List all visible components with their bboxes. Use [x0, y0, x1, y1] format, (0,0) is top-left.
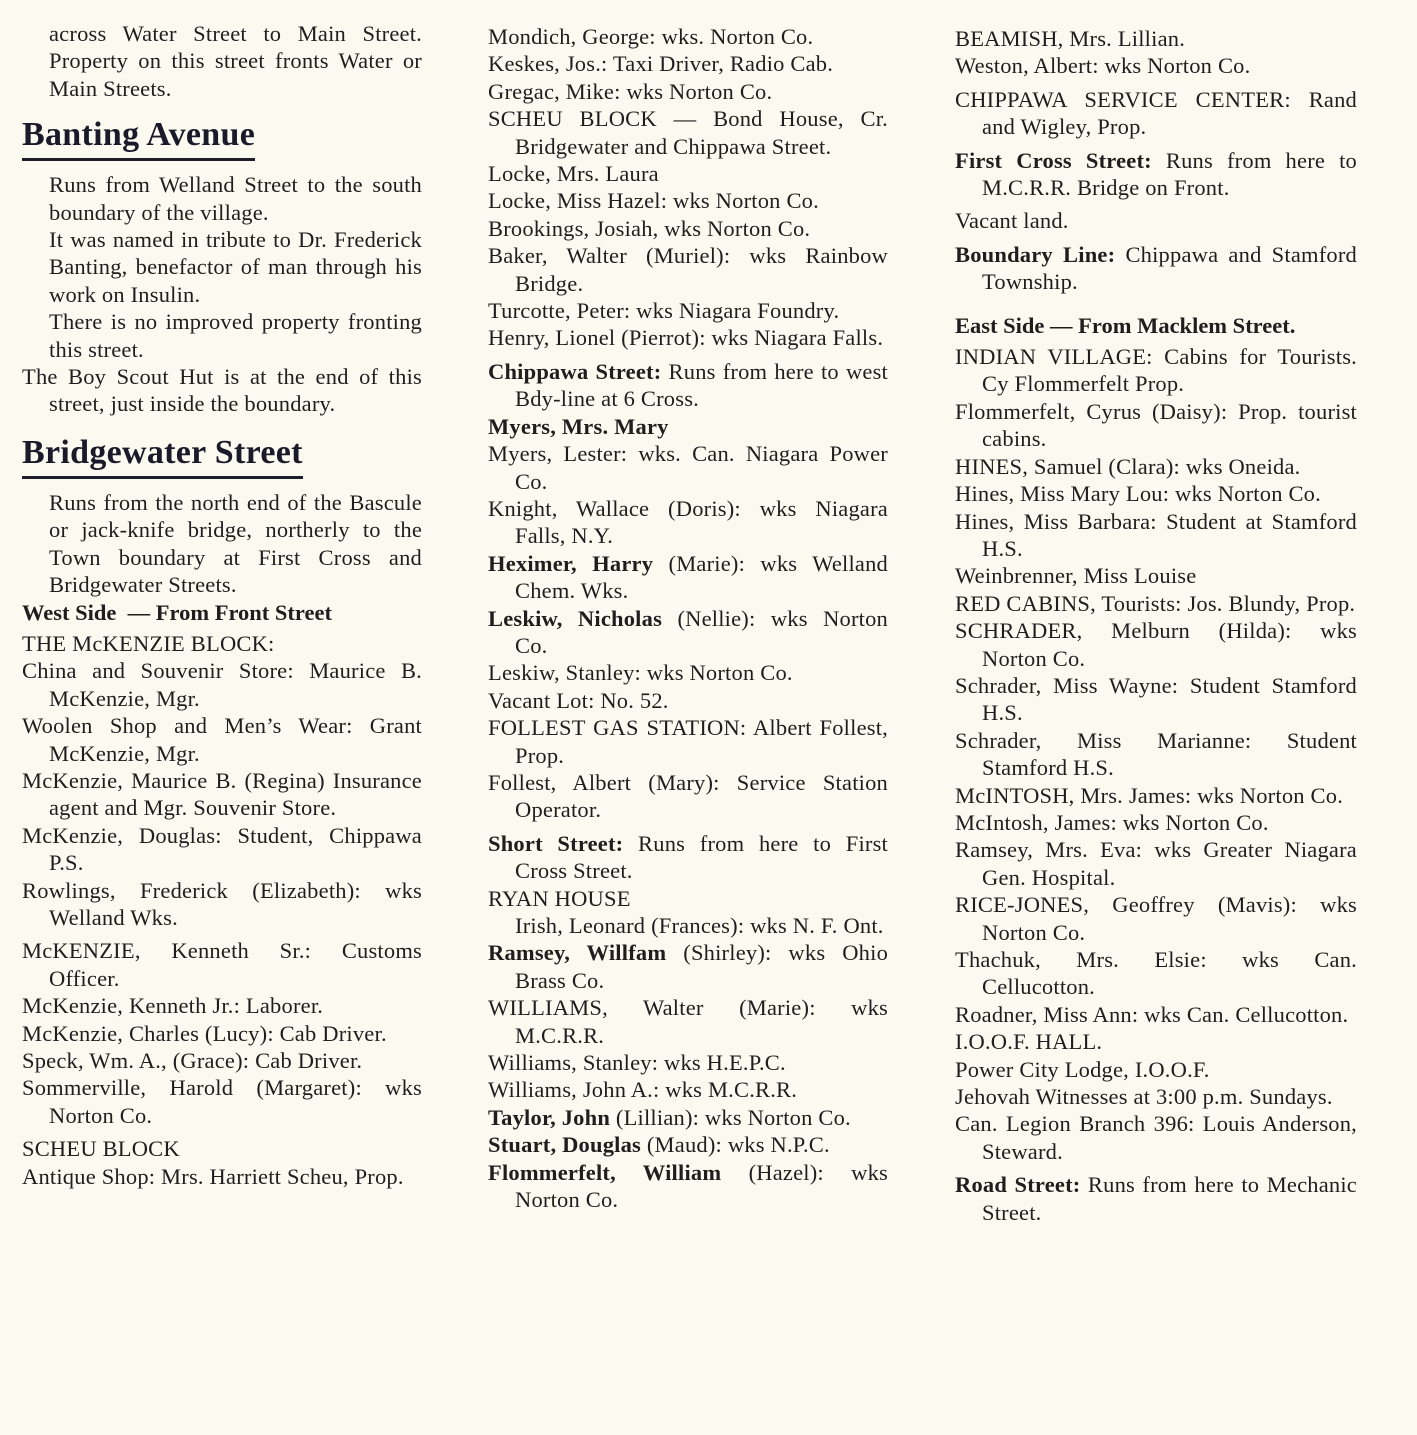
list-item: Speck, Wm. A., (Grace): Cab Driver. — [22, 1048, 363, 1073]
list-item: SCHRADER, Melburn (Hilda): wks Norton Co. — [955, 618, 1357, 671]
list-item: Weston, Albert: wks Norton Co. — [955, 53, 1251, 79]
list-item: Mondich, George: wks. Norton Co. — [488, 24, 814, 49]
list-item — [488, 1131, 888, 1158]
street-description: Runs from here to M.C.R.R. Bridge on Front. — [982, 147, 1358, 201]
list-item: I.O.O.F. HALL. — [955, 1029, 1103, 1055]
list-item: Turcotte, Peter: wks Niagara Foundry. — [488, 298, 840, 324]
list-item: Can. Legion Branch 396: Louis Anderson, Steward. — [955, 1111, 1357, 1164]
resident-name: Ramsey, Willfam — [488, 940, 667, 966]
resident-detail: (Nellie): wks Norton Co. — [515, 605, 889, 658]
list-item: RICE-JONES, Geoffrey (Mavis): wks Norton Co. — [955, 892, 1357, 945]
list-item: SCHEU BLOCK — [22, 1136, 180, 1162]
paragraph: It was named in tribute to Dr. Frederick Banting, benefactor of man through his work on Insulin. — [49, 227, 422, 307]
list-item: Rowlings, Frederick (Elizabeth): wks Welland Wks. — [22, 877, 422, 930]
section-bridgewater-street — [22, 434, 422, 479]
list-item: McKenzie, Maurice B. (Regina) Insurance agent and Mgr. Souvenir Store. — [22, 767, 422, 821]
list-item — [488, 939, 888, 994]
list-item: McINTOSH, Mrs. James: wks Norton Co. — [955, 782, 1344, 808]
list-item — [488, 1104, 888, 1131]
list-item: Baker, Walter (Muriel): wks Rainbow Bridge. — [488, 243, 888, 296]
street-description: Chippawa and Stamford Township. — [982, 241, 1358, 295]
list-item: Woolen Shop and Men’s Wear: Grant McKenzie, Mgr. — [22, 713, 422, 766]
cross-street-short — [488, 830, 888, 885]
list-item: McKenzie, Charles (Lucy): Cab Driver. — [22, 1020, 387, 1046]
list-item: Thachuk, Mrs. Elsie: wks Can. Cellucotton. — [955, 947, 1357, 1000]
list-item: BEAMISH, Mrs. Lillian. — [955, 26, 1186, 51]
paragraph: There is no improved property fronting this street. — [49, 309, 422, 362]
boundary-line — [955, 241, 1357, 296]
street-label: Short Street: — [488, 830, 624, 856]
resident-name: Taylor, John — [488, 1104, 611, 1130]
list-item — [488, 605, 888, 660]
list-item: Henry, Lionel (Pierrot): wks Niagara Falls. — [488, 325, 884, 351]
paragraph: Runs from the north end of the Bascule or jack-knife bridge, northerly to the Town boundary at First Cross and Bridgewater Streets. — [49, 489, 422, 598]
list-item: WILLIAMS, Walter (Marie): wks M.C.R.R. — [488, 995, 888, 1048]
list-item: McIntosh, James: wks Norton Co. — [955, 809, 1269, 835]
list-item: McKenzie, Douglas: Student, Chippawa P.S. — [22, 822, 422, 876]
list-item: Weinbrenner, Miss Louise — [955, 563, 1197, 589]
list-item: Gregac, Mike: wks Norton Co. — [488, 78, 773, 104]
list-item: INDIAN VILLAGE: Cabins for Tourists. Cy Flommerfelt Prop. — [955, 344, 1357, 397]
cross-street-road — [955, 1171, 1357, 1226]
list-item: Leskiw, Stanley: wks Norton Co. — [488, 660, 793, 686]
resident-name: Flommerfelt, William — [488, 1159, 722, 1185]
subheading-east-side: East Side — From Macklem Street. — [955, 312, 1296, 338]
list-item: Williams, John A.: wks M.C.R.R. — [488, 1077, 798, 1103]
list-item: Follest, Albert (Mary): Service Station Operator. — [488, 769, 888, 823]
resident-name: Leskiw, Nicholas — [488, 605, 663, 631]
street-label: Boundary Line: — [955, 241, 1116, 267]
subheading-west-side: West Side — From Front Street — [22, 599, 332, 625]
list-item: Hines, Miss Barbara: Student at Stamford H.S. — [955, 508, 1357, 561]
list-item: Keskes, Jos.: Taxi Driver, Radio Cab. — [488, 51, 834, 77]
resident-name: Heximer, Harry — [488, 550, 654, 576]
street-description: Runs from here to Mechanic Street. — [982, 1172, 1357, 1225]
list-item: Antique Shop: Mrs. Harriett Scheu, Prop. — [22, 1163, 404, 1189]
list-item: Vacant land. — [955, 208, 1069, 234]
list-item: China and Souvenir Store: Maurice B. McKenzie, Mgr. — [22, 658, 422, 711]
column-2 — [488, 23, 888, 1213]
list-item: McKENZIE, Kenneth Sr.: Customs Officer. — [22, 938, 422, 991]
cross-street-chippawa — [488, 358, 888, 413]
resident-detail: (Lillian): wks Norton Co. — [615, 1104, 851, 1130]
street-description: Runs from here to west Bdy-line at 6 Cross. — [515, 358, 888, 412]
section-banting-avenue — [22, 116, 422, 161]
list-item: HINES, Samuel (Clara): wks Oneida. — [955, 453, 1301, 479]
resident-detail: (Marie): wks Welland Chem. Wks. — [515, 550, 888, 604]
list-item: McKenzie, Kenneth Jr.: Laborer. — [22, 993, 324, 1019]
resident-detail: (Hazel): wks Norton Co. — [515, 1159, 888, 1213]
list-item: CHIPPAWA SERVICE CENTER: Rand and Wigley, Prop. — [955, 86, 1357, 140]
column-3 — [955, 25, 1357, 1226]
street-description: Runs from here to First Cross Street. — [515, 830, 888, 884]
list-item: RED CABINS, Tourists: Jos. Blundy, Prop. — [955, 590, 1356, 616]
list-item: RYAN HOUSE — [488, 885, 631, 911]
listing-list — [955, 343, 1357, 1165]
list-item: SCHEU BLOCK — Bond House, Cr. Bridgewater and Chippawa Street. — [488, 106, 888, 159]
listing-list — [22, 630, 422, 1190]
section-heading: Banting Avenue — [22, 116, 255, 161]
list-item: Schrader, Miss Marianne: Student Stamford H.S. — [955, 727, 1357, 781]
list-item: Ramsey, Mrs. Eva: wks Greater Niagara Gen. Hospital. — [955, 837, 1357, 890]
list-item: Knight, Wallace (Doris): wks Niagara Falls, N.Y. — [488, 495, 888, 549]
list-item: Schrader, Miss Wayne: Student Stamford H.S. — [955, 672, 1357, 726]
resident-name: Myers, Mrs. Mary — [488, 413, 669, 439]
list-item: Vacant Lot: No. 52. — [488, 687, 669, 713]
intro-text: across Water Street to Main Street. Property on this street fronts Water or Main Streets. — [49, 21, 422, 101]
street-label: First Cross Street: — [955, 147, 1152, 173]
list-item — [488, 550, 888, 605]
list-item: Hines, Miss Mary Lou: wks Norton Co. — [955, 481, 1321, 507]
section-heading: Bridgewater Street — [22, 434, 303, 479]
list-item: Locke, Miss Hazel: wks Norton Co. — [488, 188, 819, 214]
list-item: FOLLEST GAS STATION: Albert Follest, Prop. — [488, 715, 888, 768]
list-item: Irish, Leonard (Frances): wks N. F. Ont. — [515, 913, 884, 938]
list-item: Roadner, Miss Ann: wks Can. Cellucotton. — [955, 1001, 1349, 1027]
list-item: Locke, Mrs. Laura — [488, 161, 659, 187]
list-item: Brookings, Josiah, wks Norton Co. — [488, 215, 811, 241]
list-item: Jehovah Witnesses at 3:00 p.m. Sundays. — [955, 1084, 1333, 1110]
list-item: Sommerville, Harold (Margaret): wks Norton Co. — [22, 1075, 422, 1128]
paragraph: Runs from Welland Street to the south boundary of the village. — [49, 172, 422, 225]
list-item: Myers, Lester: wks. Can. Niagara Power Co. — [488, 441, 888, 494]
list-item: Flommerfelt, Cyrus (Daisy): Prop. tourist cabins. — [955, 398, 1357, 452]
resident-detail: (Shirley): wks Ohio Brass Co. — [515, 940, 889, 993]
resident-detail: (Maud): wks N.P.C. — [646, 1132, 830, 1158]
list-item — [488, 1159, 888, 1214]
resident-name: Stuart, Douglas — [488, 1132, 642, 1158]
list-item — [488, 413, 888, 440]
street-label: Chippawa Street: — [488, 358, 662, 384]
cross-street-first-cross — [955, 147, 1357, 202]
list-item: Power City Lodge, I.O.O.F. — [955, 1056, 1210, 1082]
list-item: Williams, Stanley: wks H.E.P.C. — [488, 1050, 786, 1076]
street-label: Road Street: — [955, 1172, 1081, 1198]
column-1 — [22, 20, 422, 1190]
list-item: THE McKENZIE BLOCK: — [22, 630, 275, 656]
paragraph: The Boy Scout Hut is at the end of this street, just inside the boundary. — [22, 364, 422, 417]
